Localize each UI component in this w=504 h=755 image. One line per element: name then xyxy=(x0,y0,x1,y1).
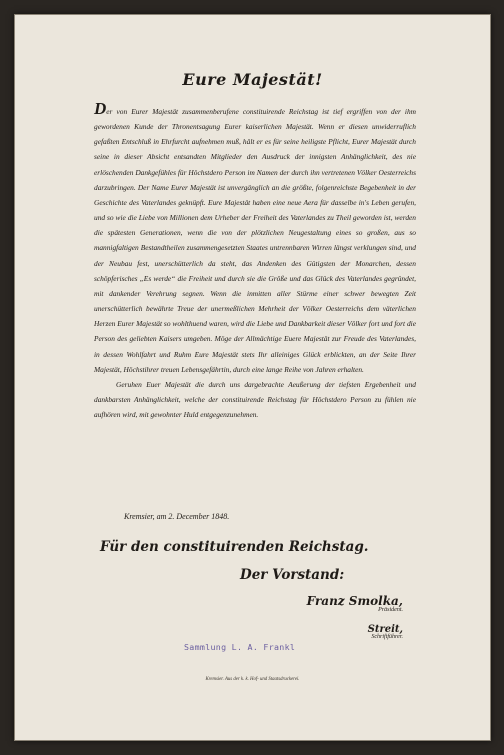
signer-name: Franz Smolka, xyxy=(306,594,403,608)
signer-name: Streit, xyxy=(367,624,403,635)
printer-imprint: Kremsier. Aus der k. k. Hof- und Staatsdruckerei. xyxy=(205,677,300,682)
document-page xyxy=(14,14,491,741)
document-title: Eure Majestät! xyxy=(182,70,323,89)
signature-president xyxy=(307,594,403,613)
paragraph-1: Der von Eurer Majestät zusammenberufene constituirende Reichstag ist tief ergriffen von der ihm gewordenen Kunde der Thronentsagung Eurer kaiserlichen Majestät. Wenn er diesen unwiderruflich gefaßten Entschluß in Ehrfurcht aufnehmen muß, hält er es für seine heiligste Pflicht, Eurer Majestät durch seine in dieser Absicht entsandten Mitglieder den Ausdruck der innigsten Anhänglichkeit, des nie erlöschenden Dankgefühles für Höchstdero Person im Namen der durch ihn vertretenen Völker Oesterreichs darzubringen. Der Name Eurer Majestät ist unvergänglich an die größte, folgenreichste Begebenheit in der Geschichte des Vaterlandes geknüpft. Eure Majestät haben eine neue Aera für dasselbe in's Leben gerufen, und so wie die Liebe von Millionen dem Urheber der Freiheit des Vaterlandes zu Theil geworden ist, werden die spätesten Generationen, wenn die von der plötzlichen Neugestaltung eines so großen, aus so mannigfaltigen Bestandtheilen zusammengesetzten Staates untrennbaren Wirren längst verklungen sind, und der Neubau fest, unerschütterlich da steht, das Andenken des Gütigsten der Monarchen, dessen schöpferisches „Es werde“ die Freiheit und durch sie die Größe und das Glück des Vaterlandes gegründet, mit dankender Verehrung segnen. Wenn die inmitten aller Stürme einer schwer bewegten Zeit unerschütterlich bewährte Treue der unermeßlichen Mehrheit der Völker Oesterreichs dem väterlichen Herzen Eurer Majestät so wohlthuend waren, wird die Liebe und Dankbarkeit dieser Völker fort und fort die Person des geliebten Kaisers umgeben. Möge der Allmächtige Euere Majestät zur Freude des Vaterlandes, in dessen Wohlfahrt und Ruhm Eure Majestät stets Ihr alleiniges Glück erblickten, an der Seite Ihrer Majestät, Höchstihrer treuen Lebensgefährtin, durch eine lange Reihe von Jahren erhalten. xyxy=(94,99,416,374)
document-body xyxy=(94,99,416,422)
collection-stamp: Sammlung L. A. Frankl xyxy=(184,642,296,652)
signer-role: Präsident. xyxy=(378,607,403,613)
paragraph-2: Geruhen Euer Majestät die durch uns dargebrachte Aeußerung der tiefsten Ergebenheit und dankbarsten Anhänglichkeit, welche der constituirende Reichstag für Höchstdero Person zu fühlen nie aufhören wird, mit gewohnter Huld entgegenzunehmen. xyxy=(94,379,416,420)
place-date: Kremsier, am 2. December 1848. xyxy=(124,512,230,521)
presidium-heading: Der Vorstand: xyxy=(240,567,345,583)
signature-secretary xyxy=(368,624,403,640)
assembly-heading: Für den constituirenden Reichstag. xyxy=(100,539,369,555)
signer-role: Schriftführer. xyxy=(371,634,403,640)
